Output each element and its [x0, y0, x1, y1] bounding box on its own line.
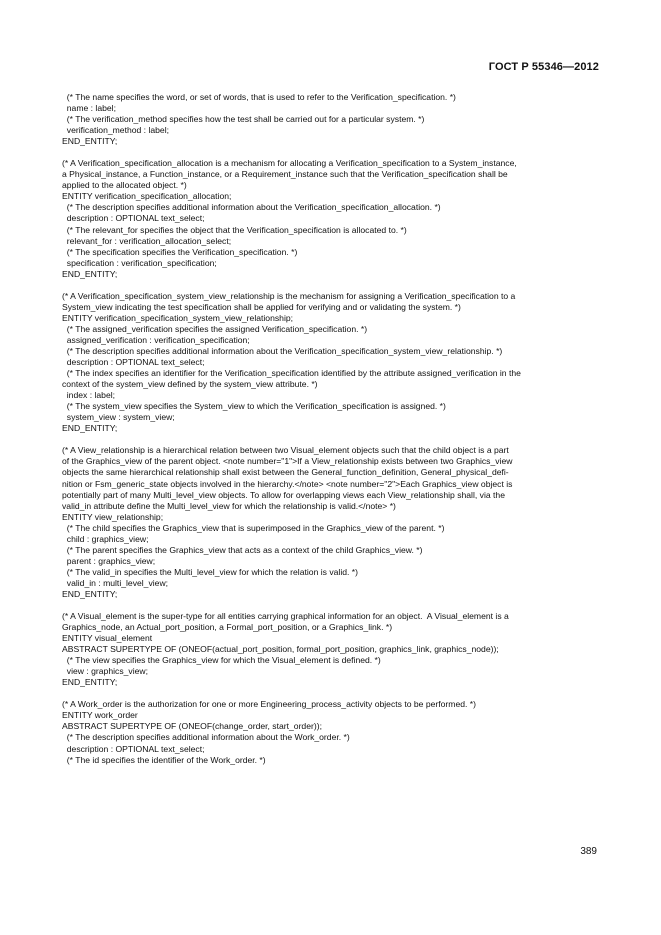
code-block — [62, 158, 602, 280]
text-line: potentially part of many Multi_level_view objects. To allow for overlapping views each View_relationship shall, via the — [62, 489, 505, 500]
text-line: description : OPTIONAL text_select; — [62, 357, 205, 368]
text-line: parent : graphics_view; — [62, 555, 156, 566]
text-line: (* A View_relationship is a hierarchical relation between two Visual_element objects such that the child object is a part — [62, 445, 509, 456]
text-line: (* The relevant_for specifies the object that the Verification_specification is allocated to. *) — [62, 224, 407, 235]
text-line: specification : verification_specification; — [62, 257, 217, 268]
text-line: valid_in attribute define the Multi_level_view for which the relationship is valid.</note> *) — [62, 500, 396, 511]
text-line: END_ENTITY; — [62, 423, 118, 434]
text-line: (* The child specifies the Graphics_view that is superimposed in the Graphics_view of the parent. *) — [62, 522, 445, 533]
text-line: END_ENTITY; — [62, 677, 118, 688]
text-line: ENTITY work_order — [62, 710, 138, 721]
text-line: child : graphics_view; — [62, 533, 149, 544]
code-block — [62, 445, 602, 600]
text-line: END_ENTITY; — [62, 588, 118, 599]
text-line: ENTITY view_relationship; — [62, 511, 164, 522]
text-line: (* A Verification_specification_allocation is a mechanism for allocating a Verification_specification to a System_instance, — [62, 158, 517, 169]
code-block — [62, 699, 602, 765]
text-line: a Physical_instance, a Function_instance, or a Requirement_instance such that the Verification_specification shall be — [62, 169, 508, 180]
text-line: relevant_for : verification_allocation_select; — [62, 235, 232, 246]
document-body — [62, 92, 602, 777]
text-line: system_view : system_view; — [62, 412, 175, 423]
text-line: (* The name specifies the word, or set of words, that is used to refer to the Verification_specification. *) — [62, 92, 456, 102]
text-line: objects the same hierarchical relationship shall exist between the General_function_definition, General_physical_defi- — [62, 467, 509, 478]
page-number: 389 — [580, 846, 597, 857]
text-line: System_view indicating the test specification shall be applied for verifying and or validating the system. *) — [62, 301, 461, 312]
text-line: of the Graphics_view of the parent object. <note number="1">If a View_relationship exists between two Graphics_view — [62, 456, 513, 467]
text-line: context of the system_view defined by the system_view attribute. *) — [62, 379, 318, 390]
text-line: name : label; — [62, 103, 116, 114]
text-line: (* The system_view specifies the System_view to which the Verification_specification is assigned. *) — [62, 401, 446, 412]
text-line: index : label; — [62, 390, 116, 401]
text-line: verification_method : label; — [62, 125, 170, 136]
text-line: (* The index specifies an identifier for the Verification_specification identified by the attribute assigned_verification in the — [62, 368, 521, 379]
document-standard-header: ГОСТ Р 55346—2012 — [488, 61, 599, 73]
text-line: description : OPTIONAL text_select; — [62, 213, 205, 224]
text-line: (* The specification specifies the Verification_specification. *) — [62, 246, 298, 257]
text-line: (* The description specifies additional information about the Verification_specification_allocation. *) — [62, 202, 441, 213]
text-line: ABSTRACT SUPERTYPE OF (ONEOF(change_order, start_order)); — [62, 721, 322, 732]
text-line: (* The valid_in specifies the Multi_level_view for which the relation is valid. *) — [62, 566, 358, 577]
text-line: ENTITY verification_specification_allocation; — [62, 191, 232, 202]
text-line: (* The description specifies additional information about the Verification_specification_system_view_relationship. *) — [62, 345, 503, 356]
text-line: END_ENTITY; — [62, 136, 118, 147]
text-line: nition or Fsm_generic_state objects involved in the hierarchy.</note> <note number="2">Each Graphics_view object is — [62, 478, 513, 489]
text-line: view : graphics_view; — [62, 666, 148, 677]
text-line: ABSTRACT SUPERTYPE OF (ONEOF(actual_port_position, formal_port_position, graphics_link, graphics_node)); — [62, 644, 499, 655]
text-line: assigned_verification : verification_specification; — [62, 334, 250, 345]
text-line: description : OPTIONAL text_select; — [62, 743, 205, 754]
text-line: Graphics_node, an Actual_port_position, a Formal_port_position, or a Graphics_link. *) — [62, 622, 393, 633]
text-line: valid_in : multi_level_view; — [62, 577, 169, 588]
text-line: (* The id specifies the identifier of the Work_order. *) — [62, 754, 266, 765]
text-line: (* A Visual_element is the super-type for all entities carrying graphical information for an object. A Visual_element is a — [62, 611, 509, 622]
text-line: (* A Verification_specification_system_view_relationship is the mechanism for assigning a Verification_specification to a — [62, 290, 516, 301]
text-line: (* The parent specifies the Graphics_view that acts as a context of the child Graphics_view. *) — [62, 544, 423, 555]
text-line: applied to the allocated object. *) — [62, 180, 187, 191]
code-block — [62, 291, 602, 435]
code-block — [62, 92, 602, 147]
code-block — [62, 611, 602, 688]
text-line: ENTITY visual_element — [62, 633, 153, 644]
text-line: (* The description specifies additional information about the Work_order. *) — [62, 732, 350, 743]
text-line: (* A Work_order is the authorization for one or more Engineering_process_activity objects to be performed. *) — [62, 699, 476, 710]
text-line: (* The verification_method specifies how the test shall be carried out for a particular system. *) — [62, 114, 425, 125]
text-line: (* The view specifies the Graphics_view for which the Visual_element is defined. *) — [62, 655, 381, 666]
text-line: ENTITY verification_specification_system_view_relationship; — [62, 312, 294, 323]
text-line: (* The assigned_verification specifies the assigned Verification_specification. *) — [62, 323, 368, 334]
text-line: END_ENTITY; — [62, 268, 118, 279]
